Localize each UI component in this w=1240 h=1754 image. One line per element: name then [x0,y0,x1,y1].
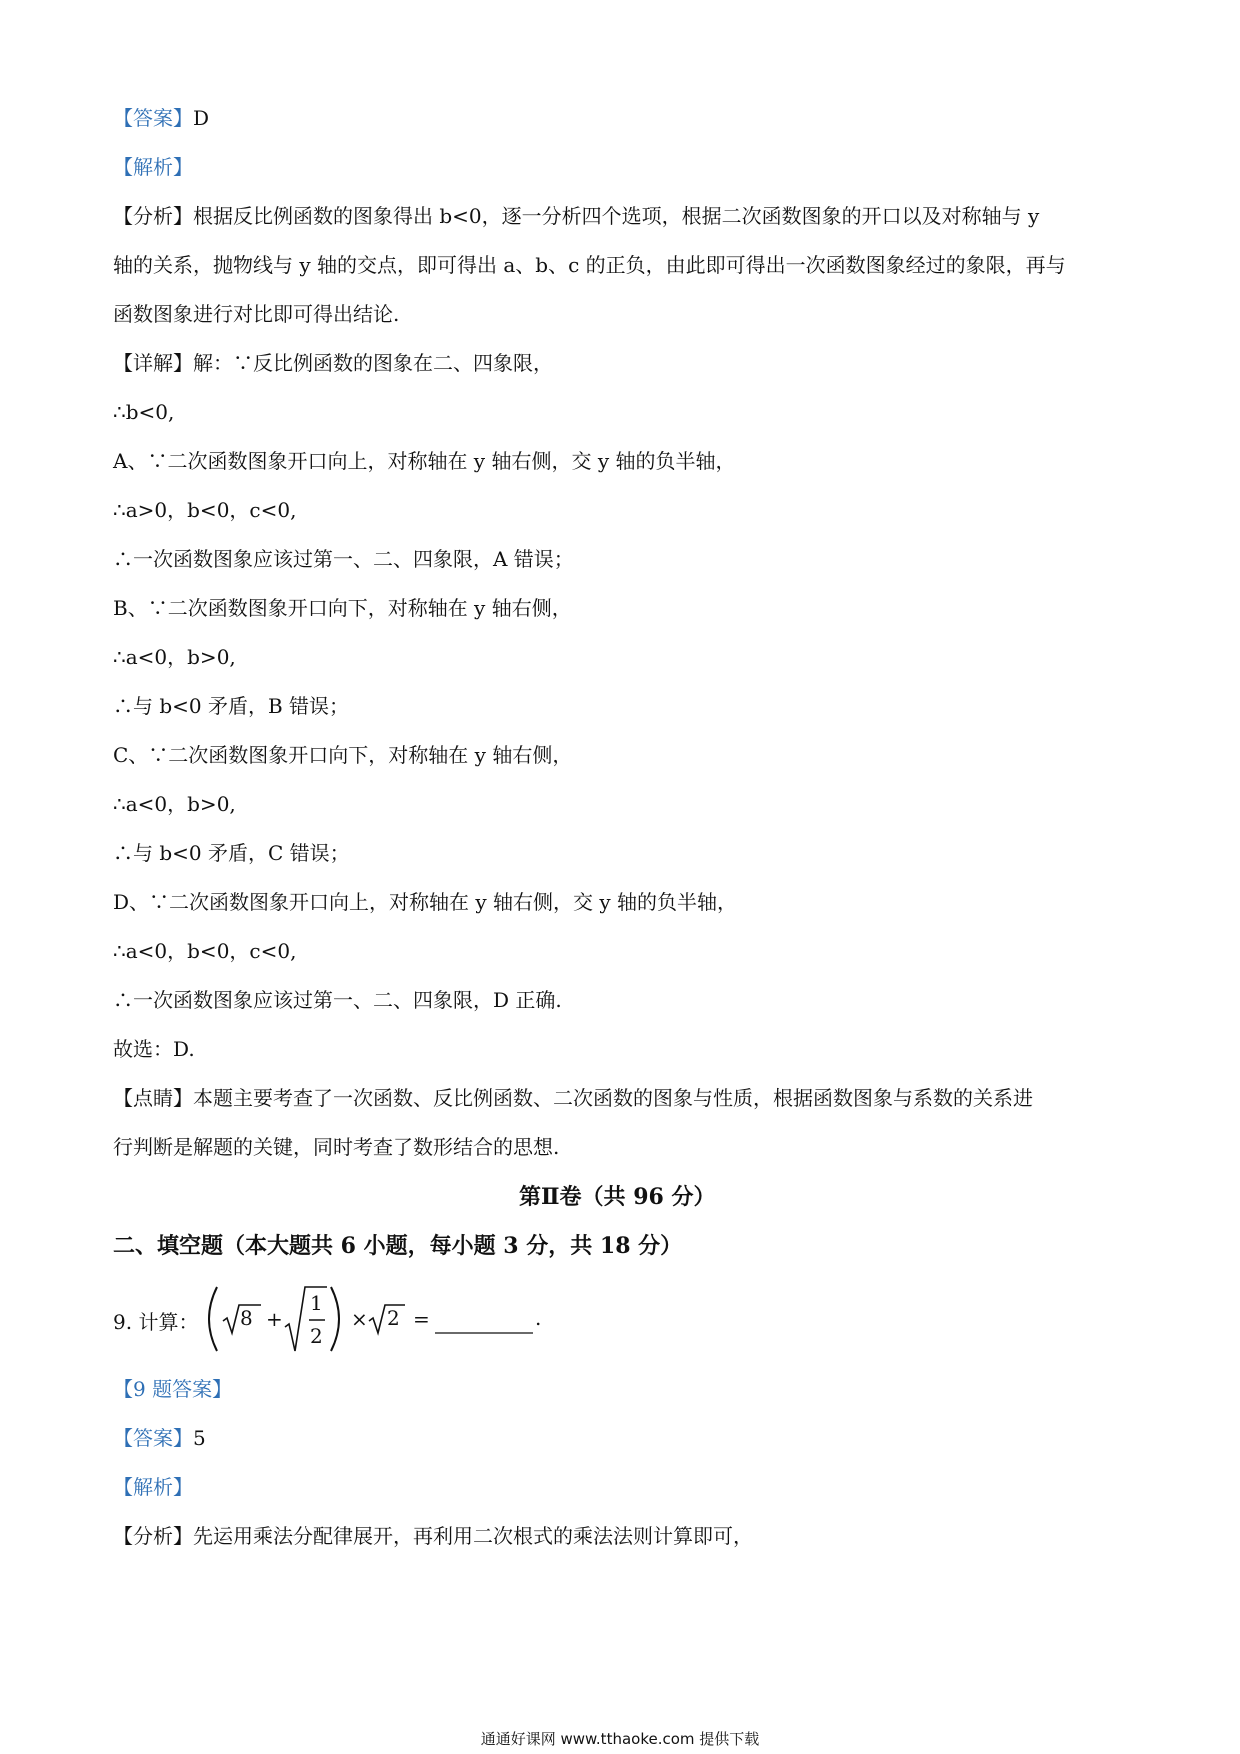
xiangjie-label: 【详解】 [113,351,193,375]
radicand-2: 2 [387,1306,400,1330]
right-parenthesis [331,1287,339,1351]
solution-step: D、∵二次函数图象开口向上，对称轴在 y 轴右侧，交 y 轴的负半轴， [113,890,738,914]
solution-step: B、∵二次函数图象开口向下，对称轴在 y 轴右侧， [113,596,572,620]
q9-fenxi-line [113,1522,753,1550]
fenxi-line-1 [113,202,1039,230]
volume-title: 第Ⅱ卷（共 96 分） [519,1184,716,1210]
analysis-label: 【解析】 [113,155,193,179]
fenxi-text-1: 根据反比例函数的图象得出 b<0，逐一分析四个选项，根据二次函数图象的开口以及对称轴与 y [193,204,1040,228]
solution-step: ∴b<0, [113,400,175,424]
xiangjie-line [113,349,553,377]
fenxi-label: 【分析】 [113,204,193,228]
solution-step: ∴与 b<0 矛盾，B 错误； [113,694,350,718]
solution-step: C、∵二次函数图象开口向下，对称轴在 y 轴右侧， [113,743,573,767]
solution-step: ∴a<0，b>0, [113,645,236,669]
period: . [535,1306,542,1330]
xiangjie-text: 解：∵反比例函数的图象在二、四象限， [193,351,553,375]
fenxi-line-2: 轴的关系，抛物线与 y 轴的交点，即可得出 a、b、c 的正负，由此即可得出一次函数图象经过的象限，再与 [113,253,1066,277]
solution-step: A、∵二次函数图象开口向上，对称轴在 y 轴右侧，交 y 轴的负半轴， [113,449,736,473]
radicand-8: 8 [240,1306,253,1330]
q9-answer-label: 【答案】 [113,1426,193,1450]
q9-fenxi-text: 先运用乘法分配律展开，再利用二次根式的乘法法则计算即可， [193,1524,753,1548]
fenxi-line-3: 函数图象进行对比即可得出结论. [113,302,400,326]
q9-answer-header: 【9 题答案】 [113,1377,233,1401]
plus-sign: + [266,1307,283,1331]
dianjing-line-1 [113,1084,1033,1112]
fill-section-title: 二、填空题（本大题共 6 小题，每小题 3 分，共 18 分） [113,1233,683,1259]
answer-value: D [193,106,210,130]
dianjing-label: 【点睛】 [113,1086,193,1110]
times-sign: × [351,1307,368,1331]
question-9-formula [113,1279,633,1359]
answer-label: 【答案】 [113,106,193,130]
solution-step: ∴a>0，b<0，c<0, [113,498,297,522]
left-parenthesis [209,1287,217,1351]
q9-fenxi-label: 【分析】 [113,1524,193,1548]
dianjing-line-2: 行判断是解题的关键，同时考查了数形结合的思想. [113,1135,560,1159]
q9-analysis-label: 【解析】 [113,1475,193,1499]
fraction-denominator: 2 [310,1324,323,1348]
question-9-prefix: 9. 计算： [113,1310,199,1334]
solution-step: ∴一次函数图象应该过第一、二、四象限，A 错误； [113,547,574,571]
solution-step: ∴a<0，b>0, [113,792,236,816]
page-footer: 通通好课网 www.tthaoke.com 提供下载 [480,1730,760,1748]
solution-step: ∴一次函数图象应该过第一、二、四象限，D 正确. [113,988,562,1012]
equals-sign: = [413,1307,430,1331]
solution-step: ∴a<0，b<0，c<0, [113,939,297,963]
q9-answer-value: 5 [193,1426,206,1450]
fraction-numerator: 1 [310,1291,323,1315]
q9-answer-line [113,1424,206,1452]
formula-glyphs [113,1279,633,1359]
solution-step: 故选：D. [113,1037,195,1061]
solution-step: ∴与 b<0 矛盾，C 错误； [113,841,350,865]
answer-line [113,104,209,132]
dianjing-text-1: 本题主要考查了一次函数、反比例函数、二次函数的图象与性质，根据函数图象与系数的关系进 [193,1086,1033,1110]
